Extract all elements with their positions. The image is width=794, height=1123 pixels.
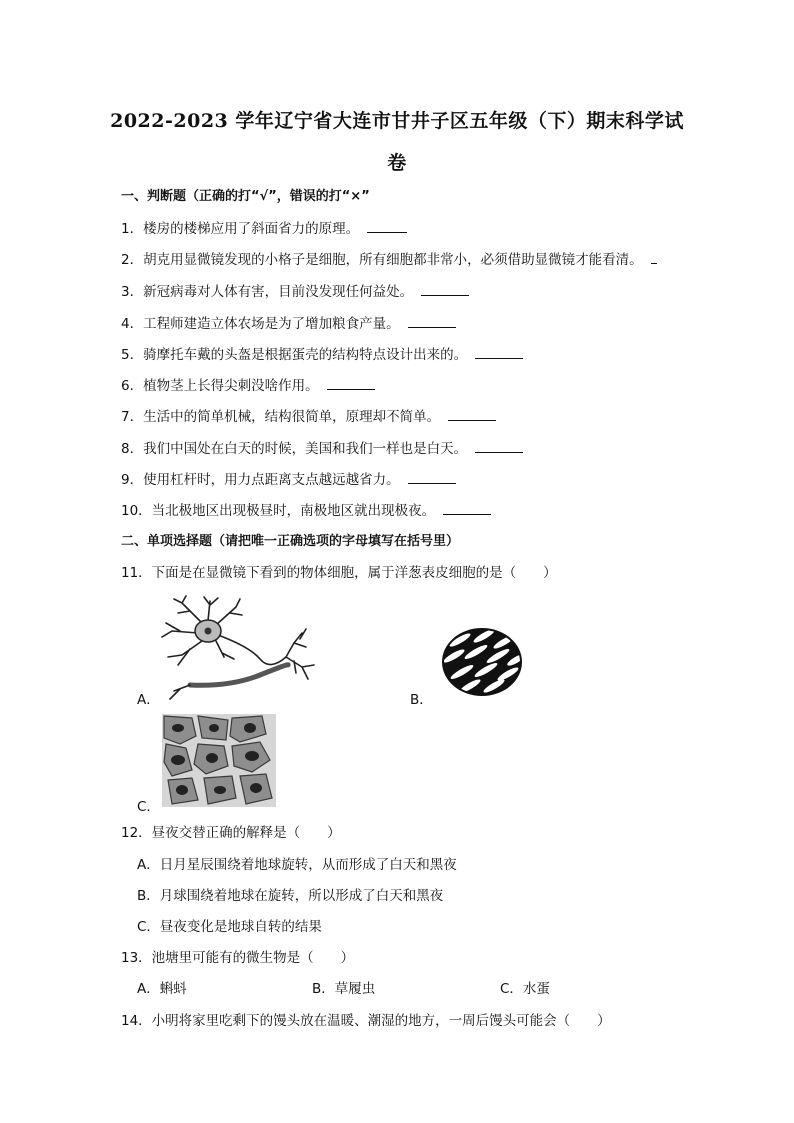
answer-blank[interactable]: [367, 218, 407, 233]
question-12-stem: 12．昼夜交替正确的解释是（ ）: [121, 825, 341, 841]
question-13-option-b[interactable]: B．草履虫: [312, 981, 376, 997]
circular-cell-image: [440, 626, 524, 698]
page-title-continued: 卷: [387, 152, 407, 174]
question-12-option-a[interactable]: A．日月星辰围绕着地球旋转，从而形成了白天和黑夜: [137, 857, 457, 873]
judge-item-6: 6．植物茎上长得尖刺没啥作用。: [121, 374, 375, 394]
answer-blank[interactable]: [475, 344, 523, 359]
answer-blank[interactable]: [443, 500, 491, 515]
page-title: 2022-2023 学年辽宁省大连市甘井子区五年级（下）期末科学试: [110, 110, 684, 132]
answer-blank[interactable]: [448, 406, 496, 421]
answer-blank[interactable]: [421, 281, 469, 296]
judge-item-8: 8．我们中国处在白天的时候，美国和我们一样也是白天。: [121, 437, 523, 457]
judge-item-7: 7．生活中的简单机械，结构很简单，原理却不简单。: [121, 405, 496, 425]
question-12-option-c[interactable]: C．昼夜变化是地球自转的结果: [137, 919, 322, 935]
neuron-cell-image: [160, 595, 320, 700]
answer-blank[interactable]: [327, 375, 375, 390]
question-12-option-b[interactable]: B．月球围绕着地球在旋转，所以形成了白天和黑夜: [137, 888, 444, 904]
judge-item-9: 9．使用杠杆时，用力点距离支点越远越省力。: [121, 468, 456, 488]
section-heading-choice: 二、单项选择题（请把唯一正确选项的字母填写在括号里）: [121, 534, 460, 549]
answer-blank[interactable]: [408, 313, 456, 328]
judge-item-1: 1．楼房的楼梯应用了斜面省力的原理。: [121, 217, 407, 237]
judge-item-5: 5．骑摩托车戴的头盔是根据蛋壳的结构特点设计出来的。: [121, 343, 523, 363]
option-a-label[interactable]: A．: [137, 692, 160, 708]
question-11-stem: 11．下面是在显微镜下看到的物体细胞，属于洋葱表皮细胞的是（ ）: [121, 565, 557, 581]
answer-blank[interactable]: [651, 249, 657, 264]
judge-item-4: 4．工程师建造立体农场是为了增加粮食产量。: [121, 312, 456, 332]
question-13-option-c[interactable]: C．水蛋: [500, 981, 550, 997]
answer-blank[interactable]: [475, 438, 523, 453]
stained-cell-image: [162, 714, 276, 807]
judge-item-2: 2．胡克用显微镜发现的小格子是细胞，所有细胞都非常小，必须借助显微镜才能看清。: [121, 248, 657, 268]
question-14-stem: 14．小明将家里吃剩下的馒头放在温暖、潮湿的地方，一周后馒头可能会（ ）: [121, 1013, 611, 1029]
option-b-label[interactable]: B．: [410, 692, 433, 708]
question-13-option-a[interactable]: A．蝌蚪: [137, 981, 187, 997]
answer-blank[interactable]: [408, 469, 456, 484]
judge-item-10: 10．当北极地区出现极昼时，南极地区就出现极夜。: [121, 499, 491, 519]
judge-item-3: 3．新冠病毒对人体有害，目前没发现任何益处。: [121, 280, 469, 300]
section-heading-judgement: 一、判断题（正确的打“√”，错误的打“×”: [121, 189, 370, 204]
option-c-label[interactable]: C．: [137, 799, 160, 815]
question-13-stem: 13．池塘里可能有的微生物是（ ）: [121, 950, 355, 966]
